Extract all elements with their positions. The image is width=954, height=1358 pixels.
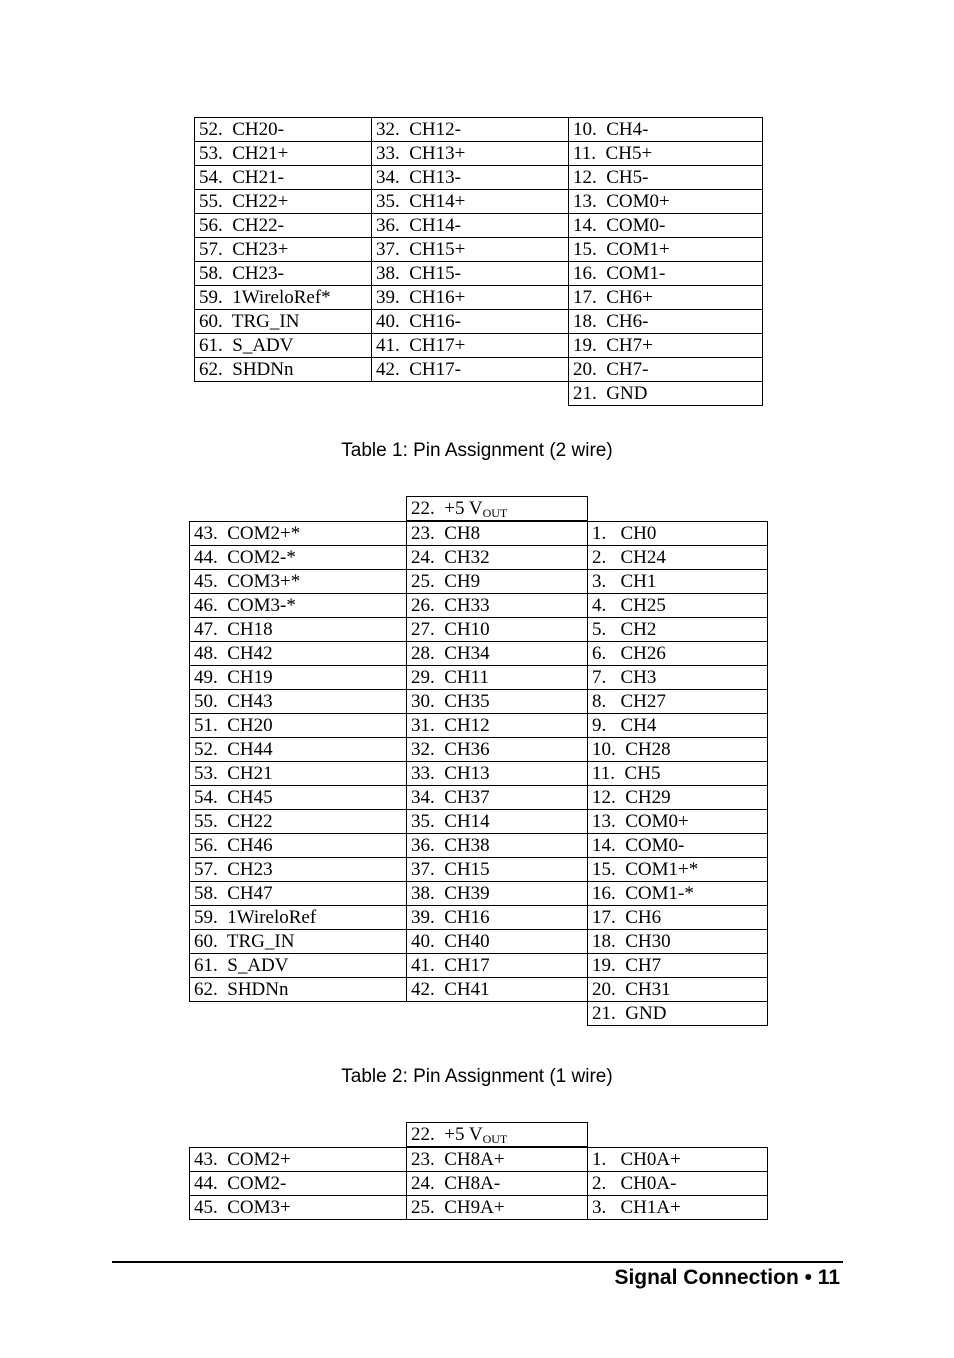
pin-cell: 1. CH0A+ bbox=[587, 1147, 768, 1172]
pin-cell: 23. CH8A+ bbox=[406, 1147, 588, 1172]
pin-cell: 39. CH16+ bbox=[371, 285, 569, 310]
pin-cell: 5. CH2 bbox=[587, 617, 768, 642]
pin-cell: 15. COM1+ bbox=[568, 237, 763, 262]
empty-cell bbox=[371, 381, 568, 406]
pin-cell: 55. CH22 bbox=[189, 809, 407, 834]
pin-cell: 53. CH21+ bbox=[194, 141, 372, 166]
pin-cell: 1. CH0 bbox=[587, 521, 768, 546]
pin-cell: 30. CH35 bbox=[406, 689, 588, 714]
pin-cell: 14. COM0- bbox=[587, 833, 768, 858]
pin-cell: 62. SHDNn bbox=[189, 977, 407, 1002]
pin-cell: 3. CH1 bbox=[587, 569, 768, 594]
pin-cell: 10. CH4- bbox=[568, 117, 763, 142]
pin-cell: 50. CH43 bbox=[189, 689, 407, 714]
pin-cell: 15. COM1+* bbox=[587, 857, 768, 882]
pin-cell: 40. CH16- bbox=[371, 309, 569, 334]
pin-cell: 13. COM0+ bbox=[568, 189, 763, 214]
pin-cell: 59. 1WireloRef bbox=[189, 905, 407, 930]
pin-cell: 43. COM2+ bbox=[189, 1147, 407, 1172]
pin-cell: 29. CH11 bbox=[406, 665, 588, 690]
pin-cell: 11. CH5 bbox=[587, 761, 768, 786]
pin-cell: 12. CH29 bbox=[587, 785, 768, 810]
pin-cell: 44. COM2-* bbox=[189, 545, 407, 570]
vout-subscript: OUT bbox=[482, 1132, 508, 1146]
pin-cell: 25. CH9A+ bbox=[406, 1195, 588, 1220]
pin-cell: 35. CH14+ bbox=[371, 189, 569, 214]
pin-cell: 45. COM3+ bbox=[189, 1195, 407, 1220]
empty-cell bbox=[406, 1001, 587, 1026]
pin-cell: 55. CH22+ bbox=[194, 189, 372, 214]
pin-cell: 19. CH7 bbox=[587, 953, 768, 978]
pin-cell: 61. S_ADV bbox=[189, 953, 407, 978]
pin-cell: 32. CH12- bbox=[371, 117, 569, 142]
pin-cell: 14. COM0- bbox=[568, 213, 763, 238]
footer-page-label: Signal Connection • 11 bbox=[614, 1266, 840, 1289]
pin-cell: 35. CH14 bbox=[406, 809, 588, 834]
pin-cell: 3. CH1A+ bbox=[587, 1195, 768, 1220]
pin-cell: 28. CH34 bbox=[406, 641, 588, 666]
pin-22-label: 22. +5 V bbox=[411, 498, 483, 519]
pin-cell: 21. GND bbox=[587, 1001, 768, 1026]
table2-caption: Table 2: Pin Assignment (1 wire) bbox=[341, 1066, 613, 1087]
pin-cell: 42. CH17- bbox=[371, 357, 569, 382]
empty-cell bbox=[587, 496, 767, 521]
pin-assignment-table-3 bbox=[189, 1122, 767, 1219]
pin-cell: 17. CH6 bbox=[587, 905, 768, 930]
pin-cell: 32. CH36 bbox=[406, 737, 588, 762]
pin-cell: 38. CH15- bbox=[371, 261, 569, 286]
pin-cell: 37. CH15+ bbox=[371, 237, 569, 262]
pin-cell: 24. CH32 bbox=[406, 545, 588, 570]
empty-cell bbox=[194, 381, 371, 406]
footer-rule bbox=[112, 1261, 843, 1263]
pin-cell: 52. CH20- bbox=[194, 117, 372, 142]
pin-cell: 43. COM2+* bbox=[189, 521, 407, 546]
vout-subscript: OUT bbox=[482, 506, 508, 520]
pin-cell: 34. CH13- bbox=[371, 165, 569, 190]
pin-cell: 4. CH25 bbox=[587, 593, 768, 618]
pin-cell: 60. TRG_IN bbox=[189, 929, 407, 954]
pin-cell: 49. CH19 bbox=[189, 665, 407, 690]
pin-cell: 12. CH5- bbox=[568, 165, 763, 190]
pin-cell: 58. CH23- bbox=[194, 261, 372, 286]
pin-cell: 11. CH5+ bbox=[568, 141, 763, 166]
pin-cell: 16. COM1-* bbox=[587, 881, 768, 906]
pin-cell: 18. CH6- bbox=[568, 309, 763, 334]
pin-cell: 61. S_ADV bbox=[194, 333, 372, 358]
pin-cell: 46. COM3-* bbox=[189, 593, 407, 618]
pin-cell: 56. CH22- bbox=[194, 213, 372, 238]
pin-22-vout-cell bbox=[406, 496, 588, 521]
pin-cell: 40. CH40 bbox=[406, 929, 588, 954]
pin-cell: 44. COM2- bbox=[189, 1171, 407, 1196]
pin-cell: 19. CH7+ bbox=[568, 333, 763, 358]
pin-cell: 2. CH24 bbox=[587, 545, 768, 570]
pin-cell: 60. TRG_IN bbox=[194, 309, 372, 334]
pin-cell: 26. CH33 bbox=[406, 593, 588, 618]
pin-cell: 24. CH8A- bbox=[406, 1171, 588, 1196]
pin-cell: 18. CH30 bbox=[587, 929, 768, 954]
pin-cell: 13. COM0+ bbox=[587, 809, 768, 834]
pin-cell: 7. CH3 bbox=[587, 665, 768, 690]
pin-cell: 54. CH45 bbox=[189, 785, 407, 810]
pin-cell: 53. CH21 bbox=[189, 761, 407, 786]
pin-cell: 51. CH20 bbox=[189, 713, 407, 738]
pin-cell: 34. CH37 bbox=[406, 785, 588, 810]
pin-cell: 47. CH18 bbox=[189, 617, 407, 642]
pin-cell: 62. SHDNn bbox=[194, 357, 372, 382]
empty-cell bbox=[189, 1122, 406, 1147]
pin-cell: 57. CH23 bbox=[189, 857, 407, 882]
pin-cell: 17. CH6+ bbox=[568, 285, 763, 310]
empty-cell bbox=[189, 1001, 406, 1026]
pin-cell: 33. CH13+ bbox=[371, 141, 569, 166]
pin-cell: 20. CH31 bbox=[587, 977, 768, 1002]
pin-cell: 38. CH39 bbox=[406, 881, 588, 906]
pin-22-label: 22. +5 V bbox=[411, 1124, 483, 1145]
pin-cell: 33. CH13 bbox=[406, 761, 588, 786]
pin-cell: 25. CH9 bbox=[406, 569, 588, 594]
table1-caption: Table 1: Pin Assignment (2 wire) bbox=[341, 440, 613, 461]
empty-cell bbox=[189, 496, 406, 521]
pin-cell: 41. CH17+ bbox=[371, 333, 569, 358]
pin-22-vout-cell bbox=[406, 1122, 588, 1147]
pin-cell: 2. CH0A- bbox=[587, 1171, 768, 1196]
pin-cell: 52. CH44 bbox=[189, 737, 407, 762]
pin-cell: 31. CH12 bbox=[406, 713, 588, 738]
pin-cell: 57. CH23+ bbox=[194, 237, 372, 262]
pin-cell: 48. CH42 bbox=[189, 641, 407, 666]
pin-cell: 36. CH14- bbox=[371, 213, 569, 238]
pin-assignment-table-2-wire bbox=[194, 117, 762, 406]
pin-cell: 59. 1WireloRef* bbox=[194, 285, 372, 310]
pin-cell: 21. GND bbox=[568, 381, 763, 406]
pin-cell: 16. COM1- bbox=[568, 261, 763, 286]
pin-cell: 37. CH15 bbox=[406, 857, 588, 882]
pin-cell: 56. CH46 bbox=[189, 833, 407, 858]
pin-cell: 41. CH17 bbox=[406, 953, 588, 978]
pin-cell: 9. CH4 bbox=[587, 713, 768, 738]
empty-cell bbox=[587, 1122, 767, 1147]
pin-cell: 10. CH28 bbox=[587, 737, 768, 762]
pin-cell: 8. CH27 bbox=[587, 689, 768, 714]
pin-assignment-table-1-wire bbox=[189, 496, 767, 1026]
pin-cell: 58. CH47 bbox=[189, 881, 407, 906]
pin-cell: 54. CH21- bbox=[194, 165, 372, 190]
pin-cell: 39. CH16 bbox=[406, 905, 588, 930]
pin-cell: 23. CH8 bbox=[406, 521, 588, 546]
pin-cell: 36. CH38 bbox=[406, 833, 588, 858]
pin-cell: 20. CH7- bbox=[568, 357, 763, 382]
pin-cell: 45. COM3+* bbox=[189, 569, 407, 594]
pin-cell: 6. CH26 bbox=[587, 641, 768, 666]
pin-cell: 42. CH41 bbox=[406, 977, 588, 1002]
pin-cell: 27. CH10 bbox=[406, 617, 588, 642]
